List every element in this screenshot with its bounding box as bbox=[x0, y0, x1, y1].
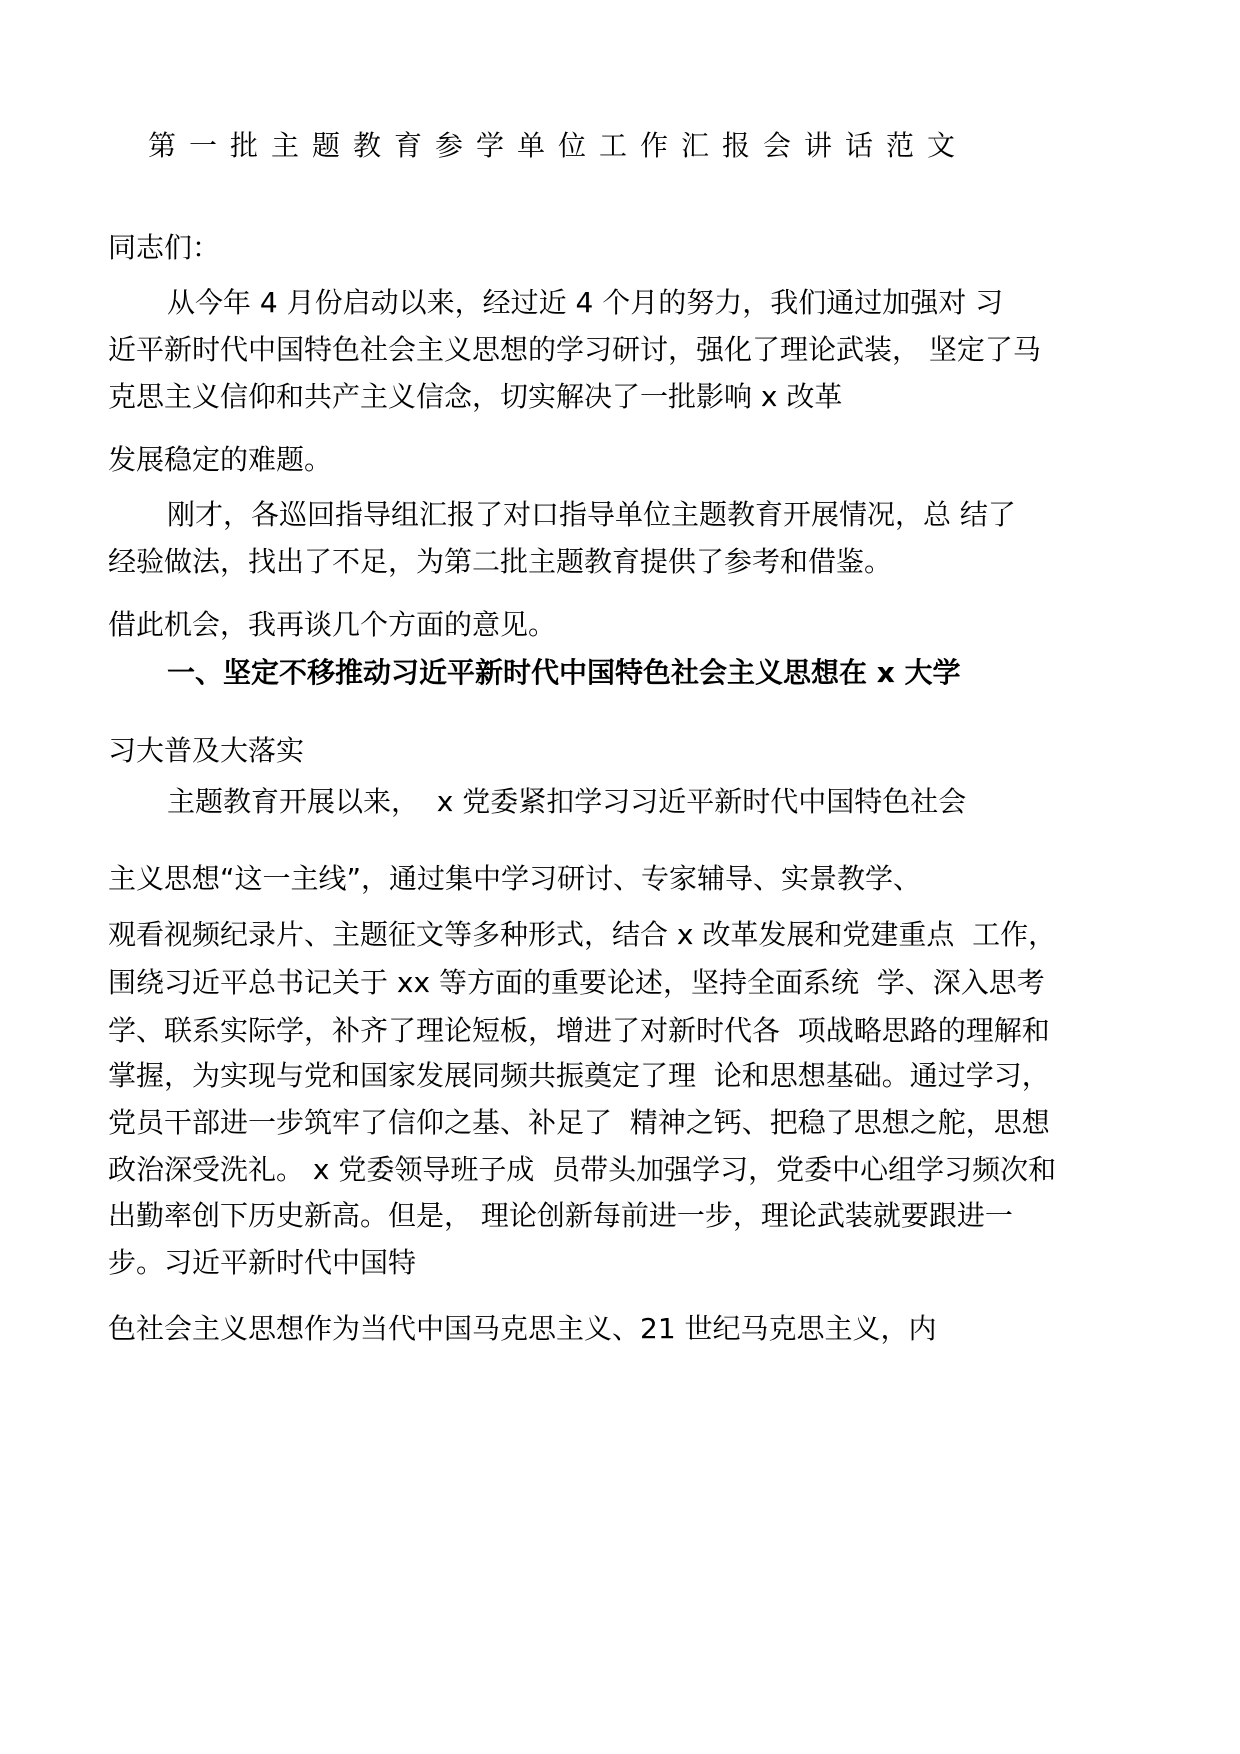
section-heading-continuation: 习大普及大落实 bbox=[108, 734, 305, 767]
document-title: 第一批主题教育参学单位工作汇报会讲话范文 bbox=[148, 129, 969, 162]
paragraph-line: 党员干部进一步筑牢了信仰之基、补足了 精神之钙、把稳了思想之舵，思想 bbox=[108, 1106, 1050, 1139]
paragraph-line: 从今年 4 月份启动以来，经过近 4 个月的努力，我们通过加强对 习 bbox=[167, 286, 1004, 319]
paragraph-line: 发展稳定的难题。 bbox=[108, 443, 333, 476]
paragraph-line: 主义思想“这一主线”，通过集中学习研讨、专家辅导、实景教学、 bbox=[108, 862, 922, 895]
paragraph-line: 主题教育开展以来， x 党委紧扣学习习近平新时代中国特色社会 bbox=[167, 785, 967, 818]
paragraph-line: 出勤率创下历史新高。但是， 理论创新每前进一步，理论武装就要跟进一 bbox=[108, 1199, 1013, 1232]
paragraph-line: 观看视频纪录片、主题征文等多种形式，结合 x 改革发展和党建重点 工作， bbox=[108, 918, 1057, 951]
paragraph-line: 克思主义信仰和共产主义信念，切实解决了一批影响 x 改革 bbox=[108, 380, 843, 413]
paragraph-line: 近平新时代中国特色社会主义思想的学习研讨，强化了理论武装， 坚定了马 bbox=[108, 333, 1041, 366]
paragraph-line: 刚才，各巡回指导组汇报了对口指导单位主题教育开展情况，总 结了 bbox=[167, 498, 1016, 531]
paragraph-line: 借此机会，我再谈几个方面的意见。 bbox=[108, 608, 557, 641]
paragraph-line: 步。习近平新时代中国特 bbox=[108, 1246, 417, 1279]
paragraph-line: 政治深受洗礼。 x 党委领导班子成 员带头加强学习，党委中心组学习频次和 bbox=[108, 1153, 1057, 1186]
paragraph-line: 掌握，为实现与党和国家发展同频共振奠定了理 论和思想基础。通过学习， bbox=[108, 1059, 1050, 1092]
paragraph-line: 色社会主义思想作为当代中国马克思主义、21 世纪马克思主义，内 bbox=[108, 1312, 937, 1345]
paragraph-line: 学、联系实际学，补齐了理论短板，增进了对新时代各 项战略思路的理解和 bbox=[108, 1014, 1050, 1047]
salutation: 同志们： bbox=[108, 231, 221, 264]
paragraph-line: 经验做法，找出了不足，为第二批主题教育提供了参考和借鉴。 bbox=[108, 545, 893, 578]
section-heading: 一、坚定不移推动习近平新时代中国特色社会主义思想在 x 大学 bbox=[167, 656, 961, 689]
paragraph-line: 围绕习近平总书记关于 xx 等方面的重要论述，坚持全面系统 学、深入思考 bbox=[108, 966, 1045, 999]
